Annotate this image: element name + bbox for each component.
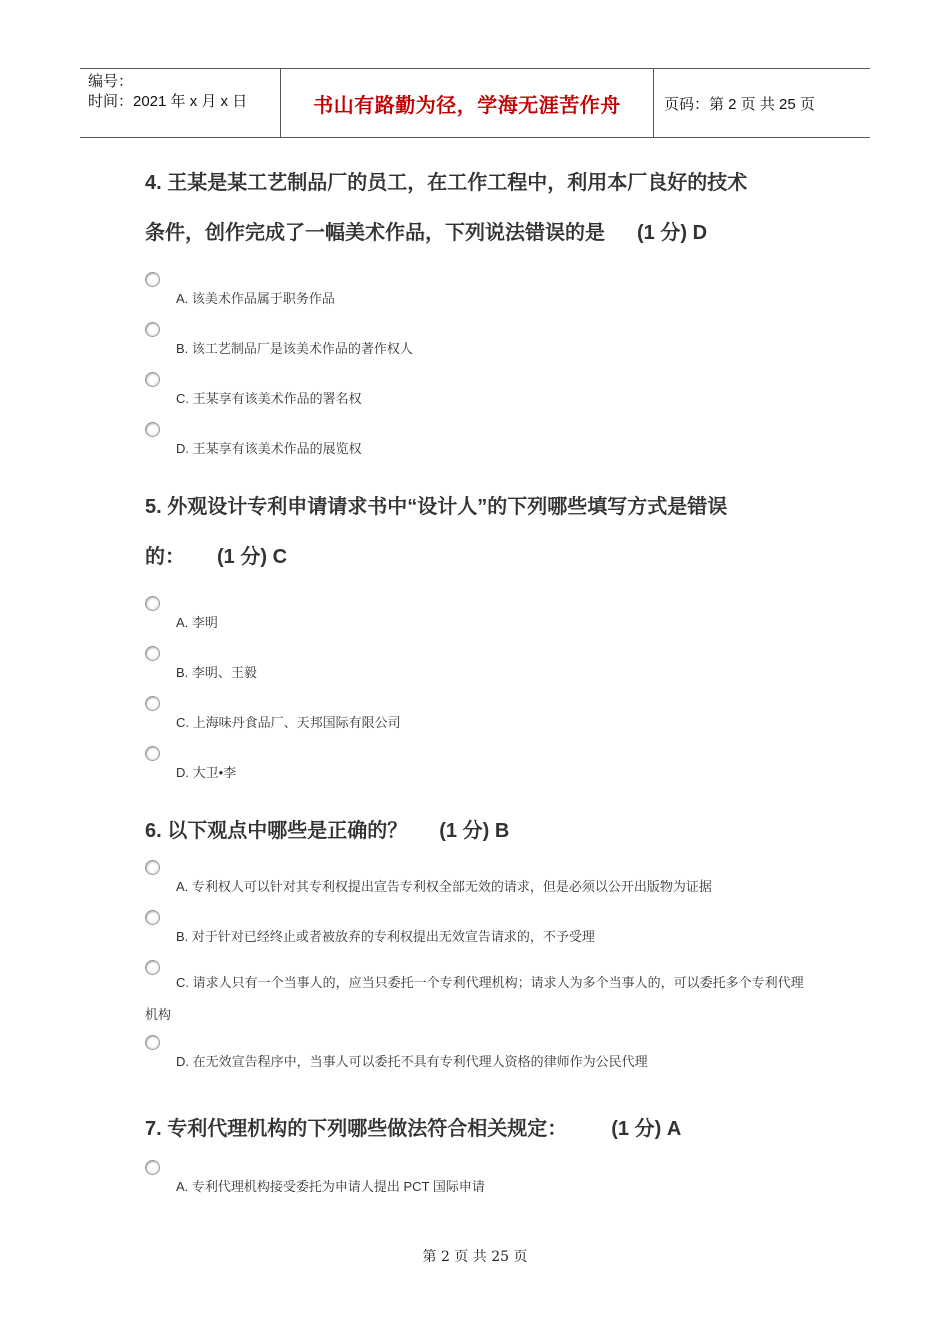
question-6	[145, 806, 815, 1083]
radio-button[interactable]	[145, 746, 160, 761]
radio-button[interactable]	[145, 1035, 160, 1050]
option-label: C. 请求人只有一个当事人的，应当只委托一个专利代理机构；请求人为多个当事人的，可以委托多个专利代理机构	[145, 975, 804, 1022]
question-7	[145, 1104, 815, 1208]
question-score: (1 分)	[217, 546, 267, 568]
radio-button[interactable]	[145, 596, 160, 611]
radio-button[interactable]	[145, 1160, 160, 1175]
option-c[interactable]	[145, 694, 815, 744]
option-c[interactable]	[145, 370, 815, 420]
question-text: 7. 专利代理机构的下列哪些做法符合相关规定：	[145, 1118, 568, 1140]
option-c[interactable]	[145, 958, 815, 1033]
question-score: (1 分)	[439, 820, 490, 842]
question-answer: A	[666, 1118, 682, 1140]
header-meta	[80, 69, 281, 137]
option-d[interactable]	[145, 420, 815, 470]
option-label: A. 专利权人可以针对其专利权提出宣告专利权全部无效的请求，但是必须以公开出版物为证据	[176, 879, 712, 894]
radio-button[interactable]	[145, 646, 160, 661]
option-label: B. 该工艺制品厂是该美术作品的著作权人	[176, 341, 413, 356]
page-header	[80, 68, 870, 138]
option-label: B. 李明、王毅	[176, 665, 257, 680]
option-label: D. 在无效宣告程序中，当事人可以委托不具有专利代理人资格的律师作为公民代理	[176, 1054, 648, 1069]
time-label: 时间：2021 年 x 月 x 日	[88, 93, 248, 110]
option-b[interactable]	[145, 320, 815, 370]
radio-button[interactable]	[145, 696, 160, 711]
page-footer: 第 2 页 共 25 页	[422, 1249, 528, 1265]
option-a[interactable]	[145, 594, 815, 644]
question-answer: B	[494, 820, 510, 842]
question-title-line	[145, 208, 815, 258]
option-label: D. 大卫•李	[176, 765, 237, 780]
header-motto-cell	[281, 69, 654, 137]
page-info: 页码：第 2 页 共 25 页	[664, 95, 815, 113]
question-score: (1 分)	[611, 1118, 662, 1140]
radio-button[interactable]	[145, 322, 160, 337]
question-answer: D	[692, 222, 708, 244]
question-score: (1 分)	[637, 222, 687, 244]
question-title-line	[145, 1104, 815, 1154]
question-text: 条件，创作完成了一幅美术作品，下列说法错误的是	[145, 222, 605, 244]
option-label: A. 专利代理机构接受委托为申请人提出 PCT 国际申请	[176, 1179, 485, 1194]
option-d[interactable]	[145, 1033, 815, 1083]
option-a[interactable]	[145, 1158, 815, 1208]
question-title-line	[145, 806, 815, 856]
radio-button[interactable]	[145, 272, 160, 287]
radio-button[interactable]	[145, 860, 160, 875]
question-text: 的：	[145, 546, 185, 568]
radio-button[interactable]	[145, 422, 160, 437]
option-label: A. 该美术作品属于职务作品	[176, 291, 335, 306]
question-title-line	[145, 532, 815, 582]
question-answer: C	[272, 546, 288, 568]
radio-button[interactable]	[145, 372, 160, 387]
option-b[interactable]	[145, 908, 815, 958]
question-5	[145, 482, 815, 794]
option-label: C. 王某享有该美术作品的署名权	[176, 391, 362, 406]
question-4	[145, 158, 815, 470]
option-a[interactable]	[145, 858, 815, 908]
option-label: B. 对于针对已经终止或者被放弃的专利权提出无效宣告请求的，不予受理	[176, 929, 595, 944]
question-title-line: 4. 王某是某工艺制品厂的员工，在工作工程中，利用本厂良好的技术	[145, 172, 748, 194]
number-label: 编号：	[88, 73, 134, 90]
motto: 书山有路勤为径，学海无涯苦作舟	[313, 92, 621, 117]
question-text: 6. 以下观点中哪些是正确的？	[145, 820, 408, 842]
option-b[interactable]	[145, 644, 815, 694]
option-label: C. 上海味丹食品厂、天邦国际有限公司	[176, 715, 401, 730]
radio-button[interactable]	[145, 910, 160, 925]
option-label: D. 王某享有该美术作品的展览权	[176, 441, 362, 456]
option-a[interactable]	[145, 270, 815, 320]
option-d[interactable]	[145, 744, 815, 794]
question-title-line: 5. 外观设计专利申请请求书中“设计人”的下列哪些填写方式是错误	[145, 496, 728, 518]
option-label: A. 李明	[176, 615, 218, 630]
